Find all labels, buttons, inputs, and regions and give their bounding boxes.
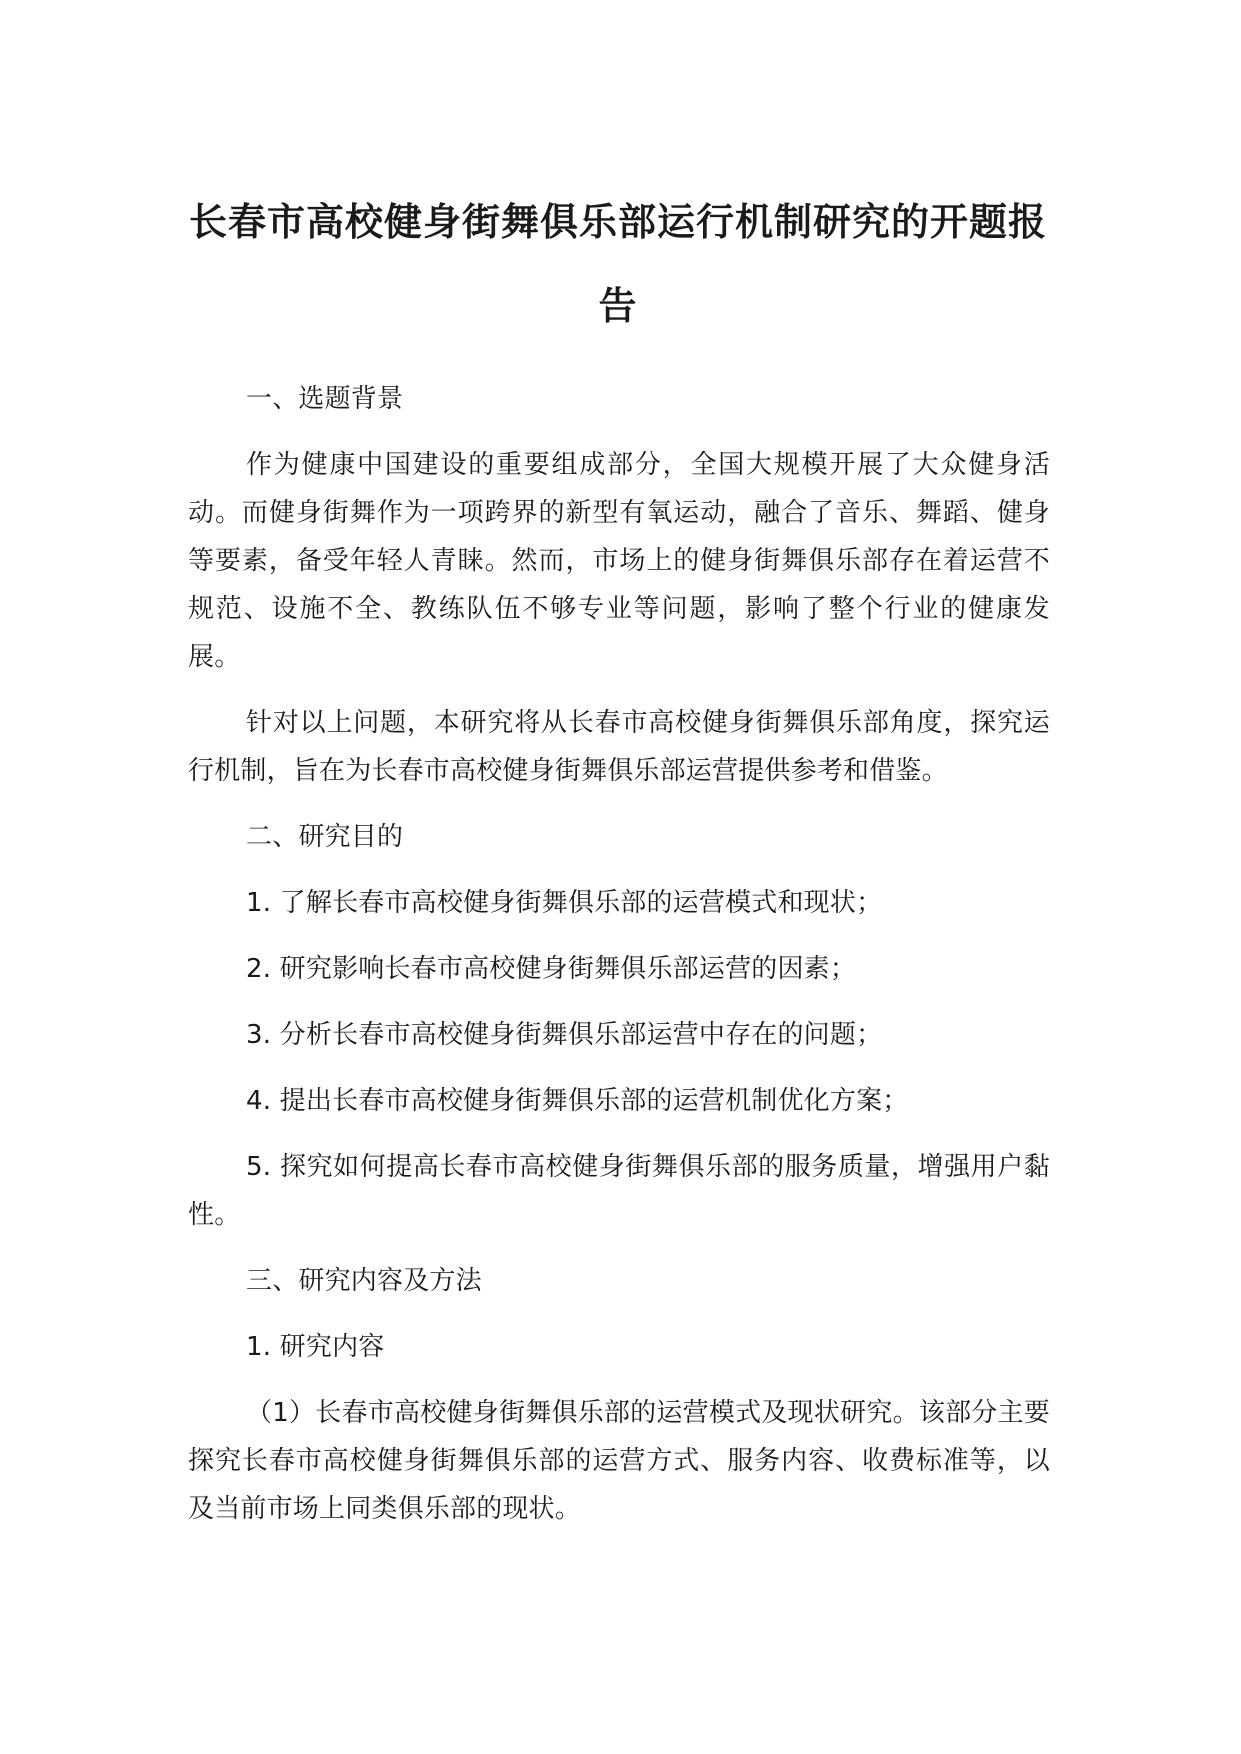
subheading-research-content: 1. 研究内容 [246, 1332, 385, 1362]
purpose-item-5: 5. 探究如何提高长春市高校健身街舞俱乐部的服务质量，增强用户黏性。 [188, 1152, 1050, 1230]
purpose-item-1: 1. 了解长春市高校健身街舞俱乐部的运营模式和现状； [246, 888, 883, 918]
purpose-item-2: 2. 研究影响长春市高校健身街舞俱乐部运营的因素； [246, 954, 857, 984]
purpose-item-4: 4. 提出长春市高校健身街舞俱乐部的运营机制优化方案； [246, 1086, 909, 1116]
document-body [188, 375, 1050, 1551]
paragraph-background-2: 针对以上问题，本研究将从长春市高校健身街舞俱乐部角度，探究运行机制，旨在为长春市高校健身街舞俱乐部运营提供参考和借鉴。 [188, 708, 1050, 786]
purpose-item-3: 3. 分析长春市高校健身街舞俱乐部运营中存在的问题； [246, 1020, 883, 1050]
section-heading-background: 一、选题背景 [246, 384, 404, 414]
paragraph-background-1: 作为健康中国建设的重要组成部分，全国大规模开展了大众健身活动。而健身街舞作为一项跨界的新型有氧运动，融合了音乐、舞蹈、健身等要素，备受年轻人青睐。然而，市场上的健身街舞俱乐部存在着运营不规范、设施不全、教练队伍不够专业等问题，影响了整个行业的健康发展。 [188, 450, 1050, 672]
section-heading-purpose: 二、研究目的 [246, 822, 404, 852]
document-title: 长春市高校健身街舞俱乐部运行机制研究的开题报告 [188, 200, 1047, 328]
content-item-1: （1）长春市高校健身街舞俱乐部的运营模式及现状研究。该部分主要探究长春市高校健身街舞俱乐部的运营方式、服务内容、收费标准等，以及当前市场上同类俱乐部的现状。 [188, 1398, 1050, 1524]
section-heading-content-methods: 三、研究内容及方法 [246, 1266, 482, 1296]
